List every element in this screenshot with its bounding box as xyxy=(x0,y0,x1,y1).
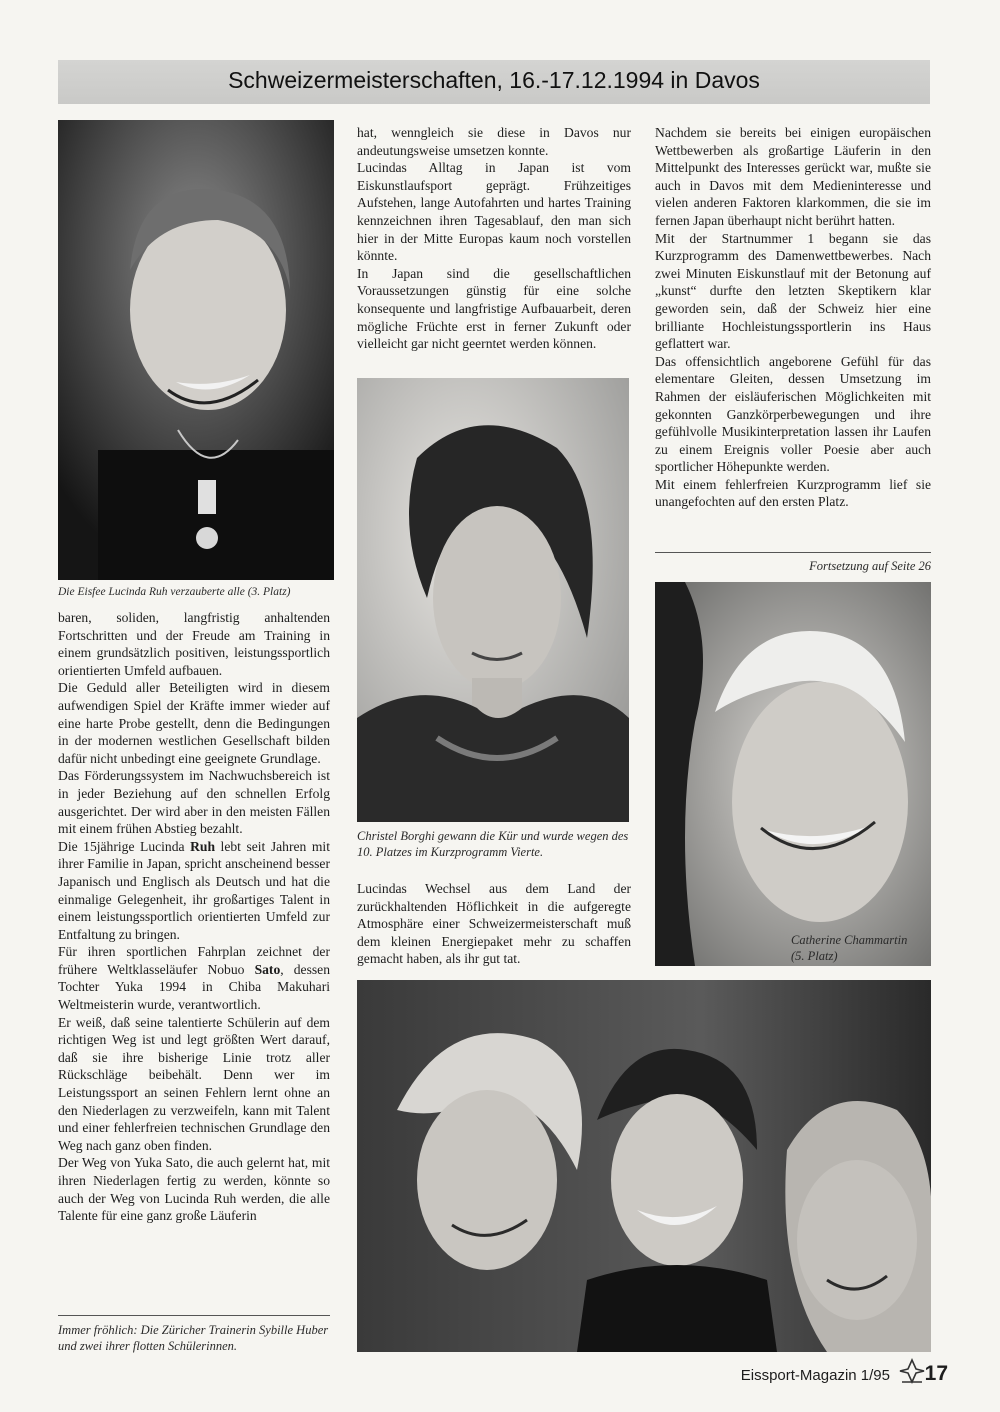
name-emphasis: Ruh xyxy=(190,838,216,854)
text-column-3 xyxy=(655,124,931,511)
paragraph: Der Weg von Yuka Sato, die auch gelernt hat, mit ihren Niederlagen fertig zu werden, könnte so auch der Weg von Lucinda Ruh werden, die alle Talente für eine ganz große Läuferin xyxy=(58,1155,330,1224)
caption-chammartin-name: Catherine Chammartin xyxy=(791,933,908,947)
paragraph xyxy=(58,943,330,1013)
paragraph: Lucindas Wechsel aus dem Land der zurückhaltenden Höflichkeit in die aufgeregte Atmosphäre einer Schweizermeisterschaft muß dem kleinen Energiepaket mehr zu schaffen gemacht haben, als ihr gut tat. xyxy=(357,881,631,967)
photo-catherine-chammartin xyxy=(655,582,931,966)
footer-magazine: Eissport-Magazin 1/95 xyxy=(740,1367,890,1384)
text-column-1 xyxy=(58,609,330,1225)
paragraph: Lucindas Alltag in Japan ist vom Eiskunstlaufsport geprägt. Frühzeitiges Aufstehen, lange Autofahrten und hartes Training kennzeichnen ihren Tagesablauf, den man sich hier in der Mitte Europas kaum noch vorstellen könnte. xyxy=(357,160,631,264)
text-segment: , dessen Tochter Yuka 1994 in Chiba Makuhari Weltmeisterin wurde, verantwortlich. xyxy=(58,961,330,1013)
caption-borghi: Christel Borghi gewann die Kür und wurde wegen des 10. Platzes im Kurzprogramm Vierte. xyxy=(357,829,629,859)
continued-rule xyxy=(655,552,931,553)
paragraph: Die Geduld aller Beteiligten wird in diesem aufwendigen Spiel der Kräfte immer wieder auf eine harte Probe gestellt, denn die Bedingungen in der modernen westlichen Gesellschaft bilden dafür nicht unbedingt eine geeignete Grundlage. xyxy=(58,680,330,766)
paragraph: baren, soliden, langfristig anhaltenden Fortschritten und der Freude am Training in einem grundsätzlich positiven, leistungssportlich orientierten Umfeld aufbauen. xyxy=(58,610,330,678)
text-segment: lebt seit Jahren mit ihrer Familie in Japan, spricht anscheinend besser Japanisch und Englisch als Deutsch und hat die einmalige Gelegenheit, ihr großartiges Talent in einem leistungssportlich orientierten Umfeld zur Entfaltung zu bringen. xyxy=(58,838,330,942)
paragraph xyxy=(58,838,330,944)
paragraph: Mit der Startnummer 1 begann sie das Kurzprogramm des Damenwettbewerbes. Nach zwei Minuten Eiskunstlauf mit der Betonung auf „kunst“ durfte den letzten Skeptikern klar geworden sein, daß der Schweiz hier eine brilliante Hochleistungssportlerin ins Haus geflattert war. xyxy=(655,230,931,352)
page-title: Schweizermeisterschaften, 16.-17.12.1994 in Davos xyxy=(228,67,760,93)
photo-huber-group xyxy=(357,980,931,1352)
caption-lucinda-ruh: Die Eisfee Lucinda Ruh verzauberte alle (3. Platz) xyxy=(58,586,291,598)
caption-huber: Immer fröhlich: Die Züricher Trainerin Sybille Huber und zwei ihrer flotten Schülerinnen. xyxy=(58,1323,329,1353)
paragraph: Nachdem sie bereits bei einigen europäischen Wettbewerben als großartige Läuferin in den Mittelpunkt des Interesses gerückt war, mußte sie auch in Davos mit dem Medieninteresse und vielen anderen Faktoren klarkommen, die sie im fernen Japan überhaupt nicht berührt hatten. xyxy=(655,125,931,228)
paragraph: Das offensichtlich angeborene Gefühl für das elementare Gleiten, dessen Umsetzung im Rahmen der eisläuferischen Möglichkeiten mit gekonnten Ganzkörperbewegungen und ihre gefühlvolle Musikinterpretation lassen ihr Laufen zu einem Ereignis voller Poesie aber auch sportlicher Höhepunkte werden. xyxy=(655,353,931,475)
skater-logo-icon xyxy=(898,1357,926,1385)
paragraph: Das Förderungssystem im Nachwuchsbereich ist in jeder Beziehung auf den schnellen Erfolg ausgerichtet. Der wird aber in den meisten Fällen mit einem frühen Abstieg bezahlt. xyxy=(58,768,330,837)
name-emphasis: Sato xyxy=(254,961,281,977)
text-column-2 xyxy=(357,124,631,353)
text-column-2b xyxy=(357,880,631,968)
photo-christel-borghi xyxy=(357,378,629,822)
paragraph: hat, wenngleich sie diese in Davos nur andeutungsweise umsetzen konnte. xyxy=(357,125,631,158)
page-number: 17 xyxy=(924,1362,948,1385)
paragraph: Er weiß, daß seine talentierte Schülerin auf dem richtigen Weg ist und legt größten Wert darauf, daß sie ihre bisherige Linie trotz aller Rückschläge beibehält. Denn wer im Leistungssport an seinen Fehlern lernt ohne an den Niederlagen zu verzweifeln, kann mit Talent und einer fehlerfreien technischen Grundlage den Weg nach ganz oben finden. xyxy=(58,1014,330,1153)
paragraph: In Japan sind die gesellschaftlichen Voraussetzungen günstig für eine solche konsequente und langfristige Aufbauarbeit, deren mögliche Früchte erst in ferner Zukunft oder vielleicht gar nicht geerntet werden können. xyxy=(357,265,631,352)
text-segment: Die 15jährige Lucinda xyxy=(58,838,191,854)
photo-lucinda-ruh xyxy=(58,120,334,580)
caption-rule xyxy=(58,1315,330,1316)
caption-chammartin-place: (5. Platz) xyxy=(791,949,838,963)
header-bar xyxy=(58,60,930,104)
continued-note: Fortsetzung auf Seite 26 xyxy=(809,559,931,573)
paragraph: Mit einem fehlerfreien Kurzprogramm lief sie unangefochten auf den ersten Platz. xyxy=(655,476,931,510)
text-segment: Für ihren sportlichen Fahrplan zeichnet der frühere Weltklasseläufer Nobuo xyxy=(58,944,330,977)
